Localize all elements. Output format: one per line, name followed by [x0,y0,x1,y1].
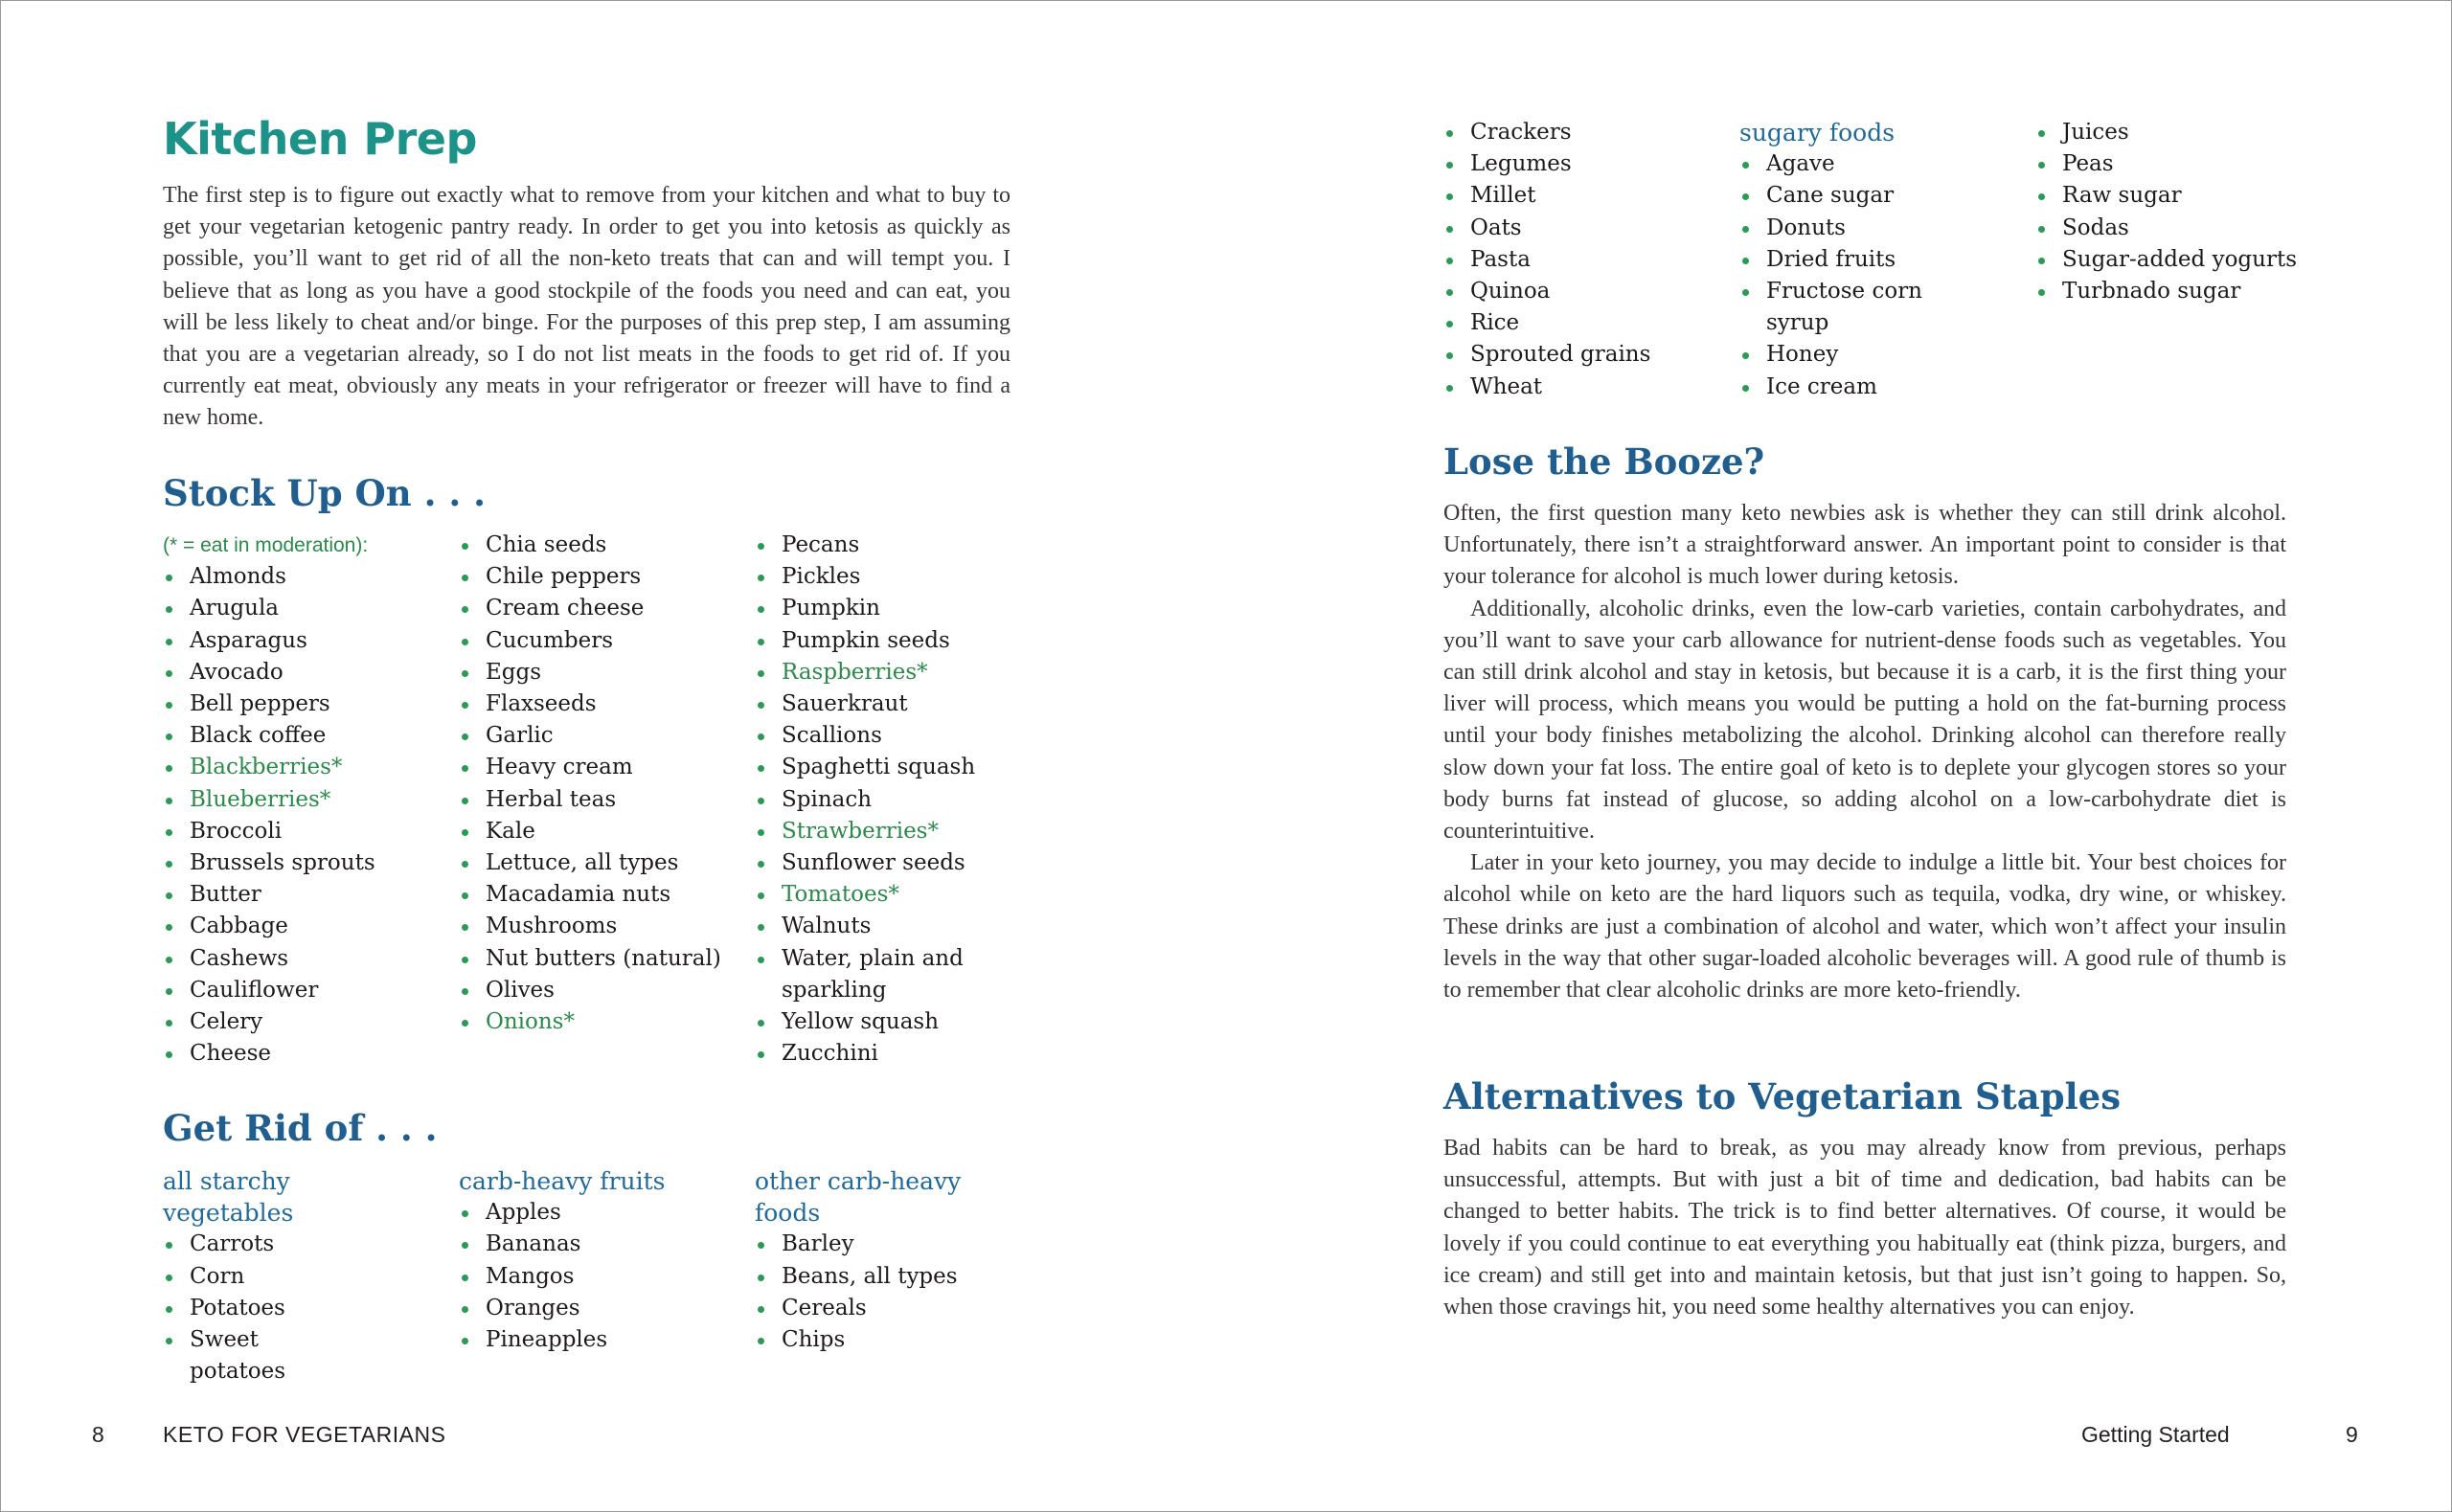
list-item: Agave [1739,148,1926,180]
list-item: Turbnado sugar [2035,276,2323,307]
list-item: Water, plain and sparkling [755,943,1042,1006]
sugary-column [1739,117,2027,403]
stock-up-list-3 [755,530,1042,1070]
list-item: Legumes [1443,148,1731,180]
list-item: Tomatoes* [755,879,1042,911]
other-foods-subheading: other carb-heavy foods [755,1167,962,1228]
right-page-number: 9 [2346,1422,2358,1447]
alternatives-heading: Alternatives to Vegetarian Staples [1443,1075,2122,1117]
booze-paragraph-3: Later in your keto journey, you may decide to indulge a little bit. Your best choices for alcohol while on keto are the hard liquors such as tequila, vodka, dry wine, or whiskey. These drinks are just a combination of alcohol and water, which won’t affect your insulin levels in the way that other sugar-loaded alcoholic beverages will. A good rule of thumb is to remember that clear alcoholic drinks are more keto-friendly. [1443,850,2286,1004]
list-item: Onions* [459,1006,746,1038]
page-title: Kitchen Prep [163,113,477,165]
list-item: Oats [1443,213,1731,244]
list-item: Potatoes [163,1293,354,1324]
list-item: Almonds [163,561,450,593]
stock-up-list-1 [163,561,450,1070]
list-item: Oranges [459,1293,746,1324]
get-rid-heading: Get Rid of . . . [163,1107,438,1149]
stock-up-list-2 [459,530,746,1038]
list-item: Broccoli [163,816,450,847]
list-item: Carrots [163,1229,354,1260]
list-item: Garlic [459,720,746,752]
list-item: Dried fruits [1739,244,1926,276]
list-item: Celery [163,1006,450,1038]
stock-up-column-1 [163,530,450,1070]
list-item: Blueberries* [163,784,450,816]
booze-paragraph-1: Often, the first question many keto newbies ask is whether they can still drink alcohol. Unfortunately, there isn’t a straightforward answer. An important point to consider is that your tolerance for alcohol is much lower during ketosis. [1443,501,2286,590]
list-item: Sunflower seeds [755,847,1042,879]
other-foods-column [755,1165,989,1356]
starchy-column [163,1165,354,1388]
list-item: Pumpkin [755,593,1042,624]
list-item: Arugula [163,593,450,624]
list-item: Macadamia nuts [459,879,746,911]
sugary-subheading: sugary foods [1739,119,1896,147]
list-item: Honey [1739,339,1926,371]
list-item: Nut butters (natural) [459,943,746,975]
moderation-note: (* = eat in moderation): [163,534,369,556]
list-item: Sugar-added yogurts [2035,244,2323,276]
list-item: Eggs [459,657,746,688]
list-item: Sauerkraut [755,688,1042,720]
list-item: Donuts [1739,213,1926,244]
continued-list-3 [2035,117,2323,307]
list-item: Millet [1443,180,1731,212]
list-item: Brussels sprouts [163,847,450,879]
left-page-number: 8 [92,1422,104,1447]
stock-up-column-2 [459,530,746,1038]
list-item: Asparagus [163,625,450,657]
list-item: Sprouted grains [1443,339,1731,371]
list-item: Cauliflower [163,975,450,1006]
list-item: Pineapples [459,1324,746,1356]
list-item: Cereals [755,1293,989,1324]
list-item: Yellow squash [755,1006,1042,1038]
booze-paragraph-2: Additionally, alcoholic drinks, even the low-carb varieties, contain carbohydrates, and you’ll want to save your carb allowance for nutrient-dense foods such as vegetables. You can still drink alcohol and stay in ketosis, but because it is a carb, it is the first thing your liver will process, which means you would be putting a hold on the fat-burning process until your body finishes metabolizing the alcohol. Drinking alcohol can therefore really slow down your fat loss. The entire goal of keto is to deplete your glycogen stores so your body burns fat instead of glucose, so adding alcohol on a low-carbohydrate diet is counterintuitive. [1443,596,2286,845]
list-item: Quinoa [1443,276,1731,307]
fruits-column [459,1165,746,1356]
list-item: Lettuce, all types [459,847,746,879]
list-item: Pecans [755,530,1042,561]
starchy-subheading: all starchy vegetables [163,1167,294,1228]
list-item: Raw sugar [2035,180,2323,212]
list-item: Pumpkin seeds [755,625,1042,657]
list-item: Black coffee [163,720,450,752]
stock-up-heading: Stock Up On . . . [163,472,486,514]
list-item: Avocado [163,657,450,688]
continued-column-1 [1443,117,1731,403]
intro-paragraph [163,180,1010,435]
list-item: Rice [1443,307,1731,339]
list-item: Bananas [459,1229,746,1260]
list-item: Corn [163,1261,354,1293]
list-item: Olives [459,975,746,1006]
list-item: Pasta [1443,244,1731,276]
list-item: Wheat [1443,372,1731,403]
list-item: Pickles [755,561,1042,593]
list-item: Cucumbers [459,625,746,657]
list-item: Barley [755,1229,989,1260]
other-foods-list [755,1229,989,1356]
fruits-subheading: carb-heavy fruits [459,1167,666,1195]
list-item: Scallions [755,720,1042,752]
list-item: Walnuts [755,911,1042,942]
list-item: Bell peppers [163,688,450,720]
list-item: Spinach [755,784,1042,816]
list-item: Fructose corn syrup [1739,276,1926,339]
list-item: Apples [459,1197,746,1229]
list-item: Zucchini [755,1038,1042,1070]
list-item: Peas [2035,148,2323,180]
list-item: Chile peppers [459,561,746,593]
list-item: Flaxseeds [459,688,746,720]
left-running-title: KETO FOR VEGETARIANS [163,1422,446,1447]
list-item: Juices [2035,117,2323,148]
list-item: Mushrooms [459,911,746,942]
alternatives-body [1443,1133,2286,1323]
list-item: Sodas [2035,213,2323,244]
intro-text: The first step is to figure out exactly what to remove from your kitchen and what to buy to get your vegetarian ketogenic pantry ready. In order to get you into ketosis as quickly as possible, you’ll want to get rid of all the non-keto treats that can and will tempt you. I believe that as long as you have a good stockpile of the foods you need and can eat, you will be less likely to cheat and/or binge. For the purposes of this prep step, I am assuming that you are a vegetarian already, so I do not list meats in the foods to get rid of. If you currently eat meat, obviously any meats in your refrigerator or freezer will have to find a new home. [163,183,1010,431]
list-item: Chia seeds [459,530,746,561]
list-item: Mangos [459,1261,746,1293]
list-item: Ice cream [1739,372,1926,403]
booze-heading: Lose the Booze? [1443,440,1765,483]
booze-body [1443,498,2286,1006]
continued-column-3 [2035,117,2323,307]
list-item: Sweet potatoes [163,1324,354,1388]
list-item: Kale [459,816,746,847]
continued-list-1 [1443,117,1731,403]
alternatives-paragraph: Bad habits can be hard to break, as you may already know from previous, perhaps unsuccessful, attempts. But with just a bit of time and dedication, bad habits can be changed to better habits. The trick is to find better alternatives. Of course, it would be lovely if you could continue to eat everything you habitually eat (think pizza, burgers, and ice cream) and still get into and maintain ketosis, but that just isn’t going to happen. So, when those cravings hit, you need some healthy alternatives you can enjoy. [1443,1136,2286,1320]
list-item: Raspberries* [755,657,1042,688]
list-item: Strawberries* [755,816,1042,847]
right-running-title: Getting Started [2081,1422,2230,1447]
list-item: Beans, all types [755,1261,989,1293]
list-item: Heavy cream [459,752,746,783]
list-item: Crackers [1443,117,1731,148]
sugary-list [1739,148,1926,403]
list-item: Butter [163,879,450,911]
list-item: Cheese [163,1038,450,1070]
fruits-list [459,1197,746,1356]
stock-up-column-3 [755,530,1042,1070]
list-item: Herbal teas [459,784,746,816]
list-item: Cabbage [163,911,450,942]
list-item: Cashews [163,943,450,975]
starchy-list [163,1229,354,1388]
list-item: Cream cheese [459,593,746,624]
list-item: Chips [755,1324,989,1356]
list-item: Cane sugar [1739,180,1926,212]
list-item: Blackberries* [163,752,450,783]
list-item: Spaghetti squash [755,752,1042,783]
